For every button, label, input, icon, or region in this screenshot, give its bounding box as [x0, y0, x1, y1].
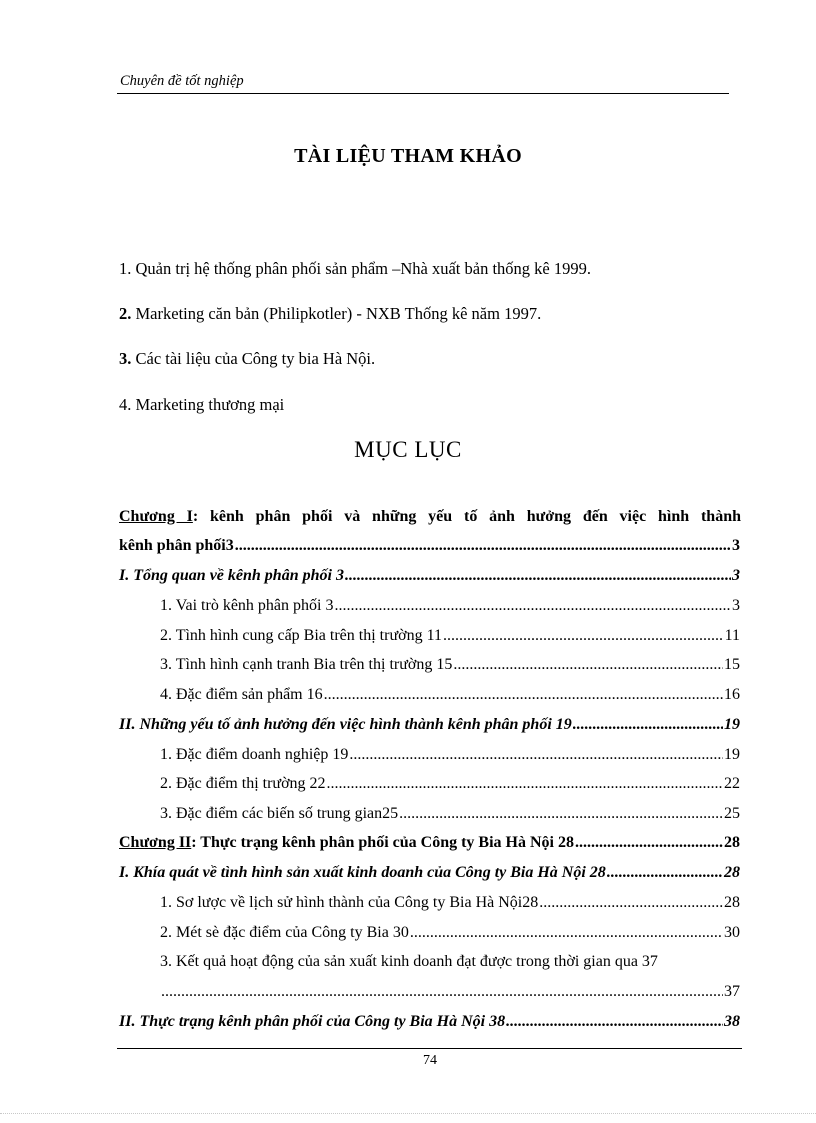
dot-leader — [573, 716, 723, 734]
dot-leader — [539, 894, 723, 912]
toc-entry[interactable] — [160, 924, 740, 942]
toc-entry[interactable] — [119, 716, 740, 734]
reference-item-4 — [119, 395, 284, 415]
toc-chapter-1-heading[interactable] — [119, 508, 741, 526]
toc-entry[interactable] — [119, 864, 740, 882]
reference-item-2 — [119, 304, 541, 324]
toc-page-number: 3 — [732, 567, 740, 584]
toc-entry-label: I. Khía quát về tình hình sản xuất kinh doanh của Công ty Bia Hà Nội 28 — [119, 864, 606, 881]
toc-entry-wrapped-label[interactable] — [160, 953, 754, 971]
page-edge-line — [0, 1113, 816, 1114]
page-number: 74 — [423, 1053, 437, 1068]
dot-leader — [410, 924, 723, 942]
toc-page-number: 28 — [724, 864, 740, 881]
dot-leader — [607, 864, 723, 882]
dot-leader — [506, 1013, 723, 1031]
reference-number: 4. — [119, 395, 132, 414]
dot-leader — [399, 805, 723, 823]
toc-entry-label: 3. Tình hình cạnh tranh Bia trên thị trường 15 — [160, 656, 453, 673]
dot-leader — [443, 627, 724, 645]
toc-entry-continuation[interactable] — [160, 983, 740, 1001]
chapter-title: : Thực trạng kênh phân phối của Công ty Bia Hà Nội 28 — [191, 834, 574, 851]
toc-entry[interactable] — [160, 627, 740, 645]
toc-entry[interactable] — [119, 1013, 740, 1031]
toc-entry-label — [119, 834, 574, 852]
reference-text: Quản trị hệ thống phân phối sản phẩm –Nhà xuất bản thống kê 1999. — [131, 259, 591, 278]
toc-entry-label: I. Tổng quan về kênh phân phối 3 — [119, 567, 344, 584]
reference-text: Marketing thương mại — [131, 395, 285, 414]
dot-leader — [349, 746, 723, 764]
toc-page-number: 19 — [724, 746, 740, 763]
chapter-label: Chương I — [119, 508, 193, 525]
toc-entry-label: II. Thực trạng kênh phân phối của Công ty Bia Hà Nội 38 — [119, 1013, 506, 1030]
toc-entry-label: 1. Vai trò kênh phân phối 3 — [160, 597, 334, 614]
toc-page-number: 3 — [732, 597, 740, 614]
chapter-title: : kênh phân phối và những yếu tố ảnh hưởng đến việc hình thành — [192, 508, 742, 525]
dot-leader — [345, 567, 731, 585]
toc-entry-label: 4. Đặc điểm sản phẩm 16 — [160, 686, 323, 703]
toc-entry-label: 3. Đặc điểm các biến số trung gian25 — [160, 805, 399, 822]
reference-number: 1. — [119, 259, 132, 278]
toc-page-number: 22 — [724, 775, 740, 792]
toc-entry[interactable] — [160, 597, 740, 615]
toc-page-number: 25 — [724, 805, 740, 822]
reference-text: Các tài liệu của Công ty bia Hà Nội. — [131, 349, 376, 368]
reference-item-3 — [119, 349, 375, 369]
toc-page-number: 37 — [724, 983, 740, 1000]
toc-title: MỤC LỤC — [354, 437, 462, 462]
dot-leader — [334, 597, 731, 615]
toc-entry-label: II. Những yếu tố ảnh hưởng đến việc hình thành kênh phân phối 19 — [119, 716, 572, 733]
toc-entry-label: 2. Mét sè đặc điểm của Công ty Bia 30 — [160, 924, 409, 941]
toc-page-number: 16 — [724, 686, 740, 703]
dot-leader — [453, 656, 723, 674]
toc-entry[interactable] — [160, 805, 740, 823]
toc-page-number: 11 — [724, 627, 740, 644]
reference-text: Marketing căn bản (Philipkotler) - NXB Thống kê năm 1997. — [131, 304, 542, 323]
toc-entry[interactable] — [119, 567, 740, 585]
toc-page-number: 19 — [724, 716, 740, 733]
toc-entry-label: 2. Tình hình cung cấp Bia trên thị trường 11 — [160, 627, 442, 644]
footer-divider — [117, 1048, 742, 1049]
dot-leader — [324, 686, 723, 704]
reference-number: 2. — [119, 304, 132, 323]
toc-entry[interactable] — [160, 775, 740, 793]
toc-entry-label: 1. Sơ lược về lịch sử hình thành của Công ty Bia Hà Nội28 — [160, 894, 539, 911]
toc-entry[interactable] — [160, 656, 740, 674]
toc-page-number: 38 — [724, 1013, 740, 1030]
dot-leader — [327, 775, 723, 793]
reference-item-1 — [119, 259, 591, 279]
reference-number: 3. — [119, 349, 132, 368]
toc-chapter-1-entry[interactable] — [119, 537, 740, 555]
references-title: TÀI LIỆU THAM KHẢO — [294, 145, 522, 167]
toc-entry[interactable] — [160, 746, 740, 764]
header-divider — [117, 93, 729, 94]
dot-leader — [235, 537, 731, 555]
toc-page-number: 3 — [732, 537, 740, 554]
toc-page-number: 28 — [724, 834, 740, 851]
toc-entry-label: 2. Đặc điểm thị trường 22 — [160, 775, 326, 792]
toc-entry-label: 3. Kết quả hoạt động của sản xuất kinh doanh đạt được trong thời gian qua 37 — [160, 953, 658, 970]
chapter-label: Chương II — [119, 834, 192, 851]
toc-page-number: 15 — [724, 656, 740, 673]
toc-entry-label: kênh phân phối3 — [119, 537, 234, 554]
dot-leader — [161, 983, 723, 1001]
running-header: Chuyên đề tốt nghiệp — [120, 73, 244, 89]
toc-page-number: 28 — [724, 894, 740, 911]
toc-entry[interactable] — [160, 686, 740, 704]
dot-leader — [575, 834, 723, 852]
toc-entry[interactable] — [160, 894, 740, 912]
toc-page-number: 30 — [724, 924, 740, 941]
toc-entry-label: 1. Đặc điểm doanh nghiệp 19 — [160, 746, 349, 763]
toc-chapter-2-entry[interactable] — [119, 834, 740, 852]
